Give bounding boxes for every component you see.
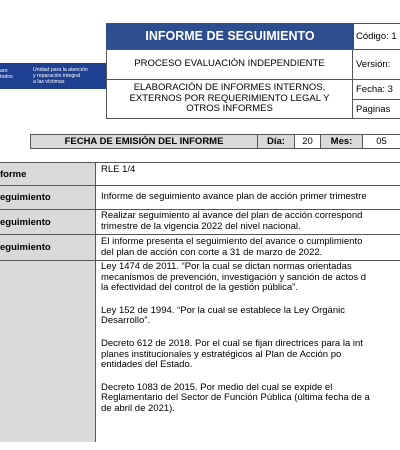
document-subtitle — [107, 80, 352, 118]
emission-border — [30, 148, 400, 149]
text-line: Realizar seguimiento al avance del plan de acción correspond — [101, 211, 363, 221]
scope-value — [96, 237, 400, 260]
text-line: El informe presenta el seguimiento del avance o cumplimiento — [101, 237, 363, 247]
date-field: Fecha: 3 — [356, 84, 393, 95]
criteria-paragraph — [101, 339, 400, 371]
text-line: del plan de acción con corte a 31 de marzo de 2022. — [101, 246, 323, 258]
logo-right-text: Unidad para la atención y reparación integral a las víctimas — [33, 67, 88, 85]
text-line: Decreto 1083 de 2015. Por medio del cual se expide el — [101, 381, 333, 393]
text-line: Decreto 612 de 2018. Por el cual se fijan directrices para la int — [101, 337, 363, 349]
logo-left-text: aro todos — [0, 68, 13, 80]
report-name-value: Informe de seguimiento avance plan de acción primer trimestre — [101, 192, 367, 202]
subtitle-line: OTROS INFORMES — [186, 103, 273, 115]
pages-field: Paginas — [356, 103, 391, 115]
subtitle-line: EXTERNOS POR REQUERIMIENTO LEGAL Y — [129, 92, 330, 104]
process-name: PROCESO EVALUACIÓN INDEPENDIENTE — [134, 58, 325, 70]
text-line: Ley 1474 de 2011. “Por la cual se dictan normas orientadas — [101, 262, 352, 272]
emission-label: FECHA DE EMISIÓN DEL INFORME — [64, 136, 224, 147]
subtitle-line: ELABORACIÓN DE INFORMES INTERNOS, — [133, 82, 326, 94]
row-label: eguimiento — [0, 216, 51, 228]
code-field: Código: 1 — [356, 31, 397, 42]
table-border — [0, 260, 400, 261]
text-line: planes institucionales y estratégicos al Plan de Acción po — [101, 348, 342, 360]
text-line: mecanismos de prevención, investigación y sanción de actos d — [101, 271, 367, 283]
text-line: entidades del Estado. — [101, 359, 193, 371]
document-title: INFORME DE SEGUIMIENTO — [145, 29, 315, 43]
row-label: eguimiento — [0, 192, 51, 203]
report-code-value: RLE 1/4 — [101, 165, 136, 175]
row-label: forme — [0, 168, 27, 180]
criteria-value — [96, 262, 400, 442]
version-field: Versión: — [356, 59, 391, 70]
criteria-paragraph — [101, 262, 400, 294]
row-label: eguimiento — [0, 242, 51, 253]
text-line: Desarrollo”. — [101, 315, 151, 327]
day-label: Día: — [267, 136, 285, 147]
header-border — [106, 118, 400, 119]
criteria-paragraph — [101, 306, 400, 327]
logo-panel — [0, 0, 106, 123]
text-line: la efectividad del control de la gestión pública”. — [101, 282, 298, 294]
text-line: Reglamentario del Sector de Función Pública (última fecha de a — [101, 392, 370, 404]
objective-value — [96, 211, 400, 234]
day-value: 20 — [295, 135, 320, 148]
month-value: 05 — [363, 135, 400, 148]
criteria-paragraph — [101, 383, 400, 415]
text-line: Ley 152 de 1994. “Por la cual se establece la Ley Orgánic — [101, 304, 345, 316]
month-label: Mes: — [330, 136, 353, 147]
text-line: de abril de 2021). — [101, 402, 175, 414]
text-line: trimestre de la vigencia 2022 del nivel nacional. — [101, 220, 301, 232]
